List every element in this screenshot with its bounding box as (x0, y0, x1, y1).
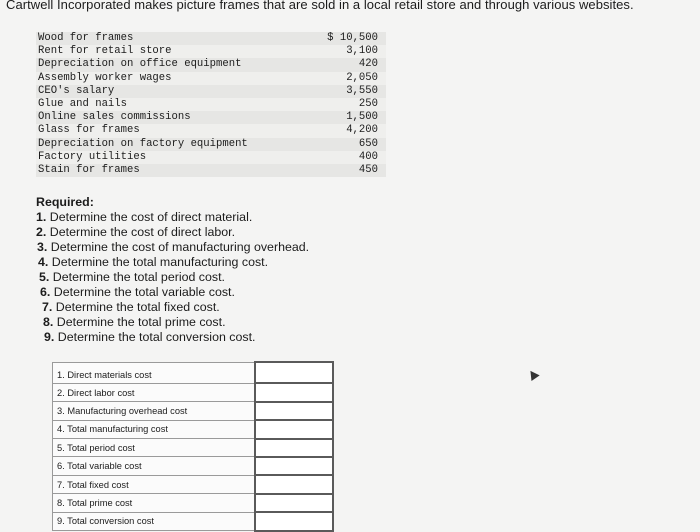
item-text: Determine the total fixed cost. (55, 300, 220, 314)
cost-row (36, 138, 386, 151)
cost-value: 3,100 (346, 45, 378, 58)
item-text: Determine the total manufacturing cost. (51, 255, 269, 269)
item-text: Determine the cost of direct labor. (49, 225, 236, 239)
answer-label: 4. Total manufacturing cost (53, 420, 256, 438)
cost-value: 650 (358, 137, 378, 150)
cost-label: Rent for retail store (38, 45, 172, 58)
answer-row (53, 439, 334, 457)
item-text: Determine the total period cost. (52, 270, 225, 284)
answer-label: 3. Manufacturing overhead cost (53, 402, 256, 420)
answer-label: 6. Total variable cost (53, 457, 256, 475)
total-fixed-input[interactable] (255, 475, 333, 493)
item-text: Determine the total variable cost. (53, 285, 235, 299)
item-number: 3. (37, 240, 48, 254)
required-item (36, 240, 309, 255)
required-item (36, 210, 309, 225)
cost-row (36, 98, 386, 111)
answer-label: 5. Total period cost (53, 439, 256, 457)
total-period-input[interactable] (255, 439, 333, 457)
item-text: Determine the total prime cost. (56, 315, 226, 329)
cost-row (36, 32, 386, 45)
manufacturing-overhead-input[interactable] (255, 402, 333, 420)
cost-label: Glue and nails (38, 97, 128, 110)
answer-label: 1. Direct materials cost (53, 362, 256, 383)
item-number: 7. (42, 300, 53, 314)
answer-table (52, 361, 334, 532)
answer-row (53, 362, 334, 383)
item-text: Determine the total conversion cost. (57, 330, 256, 344)
direct-materials-input[interactable] (255, 362, 333, 383)
cost-row (36, 72, 386, 85)
cost-value: 250 (358, 97, 378, 110)
item-number: 4. (38, 255, 49, 269)
direct-labor-input[interactable] (255, 383, 333, 401)
answer-row (53, 420, 334, 438)
answer-label: 2. Direct labor cost (53, 383, 256, 401)
item-number: 1. (36, 210, 47, 224)
required-section (36, 195, 309, 345)
cost-value: 400 (358, 150, 378, 163)
cost-list (36, 32, 386, 177)
cost-label: Assembly worker wages (38, 71, 172, 84)
cost-row (36, 151, 386, 164)
cost-value: $ 10,500 (327, 32, 378, 44)
item-number: 8. (43, 315, 54, 329)
cost-label: Factory utilities (38, 150, 147, 163)
answer-row (53, 494, 334, 512)
cost-row (36, 124, 386, 137)
answer-label: 9. Total conversion cost (53, 512, 256, 530)
required-item (36, 330, 309, 345)
cost-row (36, 111, 386, 124)
required-item (36, 270, 309, 285)
cost-row (36, 58, 386, 71)
cost-value: 420 (358, 58, 378, 71)
required-item (36, 315, 309, 330)
cost-label: Stain for frames (38, 163, 140, 176)
item-number: 5. (39, 270, 50, 284)
cost-value: 450 (358, 163, 378, 176)
mouse-cursor-icon (526, 368, 539, 381)
cost-label: Online sales commissions (38, 111, 191, 124)
cost-label: Glass for frames (38, 124, 140, 137)
cost-value: 4,200 (346, 124, 378, 137)
problem-statement: Cartwell Incorporated makes picture frames that are sold in a local retail store and through various websites. (6, 0, 634, 12)
total-manufacturing-input[interactable] (255, 420, 333, 438)
answer-row (53, 475, 334, 493)
answer-label: 7. Total fixed cost (53, 475, 256, 493)
answer-row (53, 512, 334, 530)
cost-value: 2,050 (346, 71, 378, 84)
item-text: Determine the cost of direct material. (49, 210, 253, 224)
answer-row (53, 402, 334, 420)
total-variable-input[interactable] (255, 457, 333, 475)
required-item (36, 285, 309, 300)
required-item (36, 300, 309, 315)
answer-label: 8. Total prime cost (53, 494, 256, 512)
total-conversion-input[interactable] (255, 512, 333, 530)
cost-label: Wood for frames (38, 32, 134, 44)
item-text: Determine the cost of manufacturing overhead. (50, 240, 310, 254)
item-number: 9. (44, 330, 55, 344)
total-prime-input[interactable] (255, 494, 333, 512)
required-item (36, 225, 309, 240)
cost-row (36, 164, 386, 177)
required-heading: Required: (36, 195, 94, 209)
required-item (36, 255, 309, 270)
answer-row (53, 457, 334, 475)
answer-row (53, 383, 334, 401)
cost-value: 3,550 (346, 84, 378, 97)
cost-row (36, 45, 386, 58)
cost-label: Depreciation on office equipment (38, 58, 242, 71)
item-number: 6. (40, 285, 51, 299)
cost-label: Depreciation on factory equipment (38, 137, 248, 150)
cost-value: 1,500 (346, 111, 378, 124)
cost-label: CEO's salary (38, 84, 115, 97)
cost-row (36, 85, 386, 98)
item-number: 2. (36, 225, 47, 239)
